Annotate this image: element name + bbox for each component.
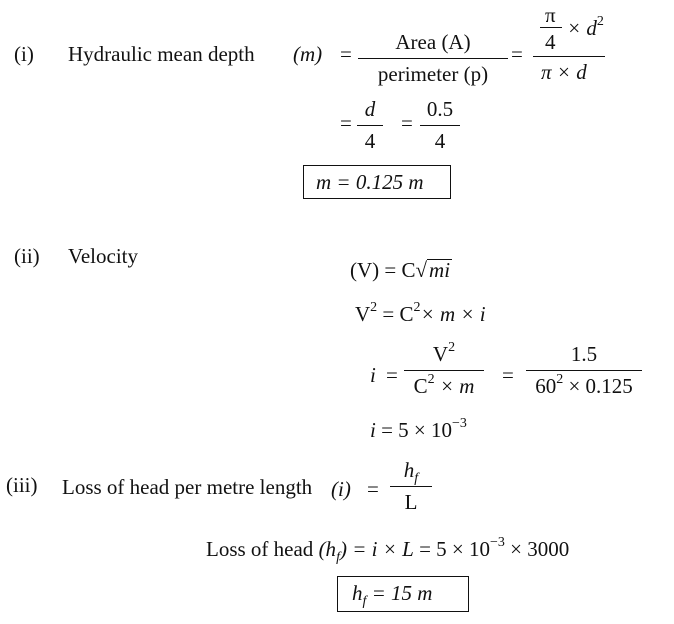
- den-pi-times-d: π × d: [541, 60, 587, 84]
- fraction-0-5-over-4: [420, 97, 460, 154]
- loss-of-head-line: [206, 535, 570, 565]
- equals-i3: =: [386, 363, 398, 387]
- v2-eq-c: = C: [382, 302, 414, 326]
- pi-symbol: π: [545, 3, 556, 27]
- result-hf: $h_f = 15$ m: [352, 581, 433, 609]
- sqrt-mi: mi: [429, 258, 451, 282]
- four-under-pi: 4: [545, 30, 556, 54]
- title-hydraulic-mean-depth: Hydraulic mean depth: [68, 42, 255, 66]
- v2-sup: 2: [370, 300, 378, 315]
- den-60sq-0-125: $60^2 \times 0.125$: [535, 372, 633, 398]
- num-1-5: 1.5: [570, 342, 598, 366]
- v2-eq: [355, 300, 486, 326]
- i-var-3: i: [370, 363, 376, 387]
- equals-1: =: [340, 42, 352, 66]
- i-result: [370, 416, 467, 442]
- num-hf: $h_f$: [403, 458, 419, 486]
- frac-num-area: Area (A): [395, 30, 471, 54]
- times-d-squared: [567, 14, 604, 40]
- eq-5e-3: = 5 × 10: [419, 537, 490, 561]
- times-3000: × 3000: [510, 537, 570, 561]
- v2-rest: × m × i: [420, 302, 486, 326]
- d-sq-sup: 2: [596, 14, 604, 29]
- label-i: (i): [14, 42, 34, 66]
- eq-i-times-L: = i × L: [352, 537, 414, 561]
- fraction-v2-c2m: [404, 342, 484, 399]
- equals-2: =: [511, 42, 523, 66]
- d-sq-text: × d: [567, 16, 597, 40]
- title-loss-of-head-per-metre: Loss of head per metre length: [62, 475, 313, 499]
- num-v2: $V^2$: [432, 340, 456, 366]
- exp-minus3-b: −3: [490, 535, 505, 550]
- fraction-hf-over-L: [390, 458, 432, 515]
- v-left: (V): [350, 258, 380, 282]
- den-L: L: [404, 490, 418, 514]
- c2-sup: 2: [413, 300, 421, 315]
- equals-iii: =: [367, 477, 379, 501]
- title-velocity: Velocity: [68, 244, 138, 268]
- sqrt-sign: √: [415, 258, 428, 282]
- frac-den-4b: 4: [434, 129, 446, 153]
- equals-i3b: =: [502, 363, 514, 387]
- fraction-area-perimeter: [358, 30, 508, 87]
- exp-minus3: −3: [452, 416, 467, 431]
- loss-hf-var: $(h_f)$: [318, 537, 347, 565]
- result-m: m = 0.125 m: [316, 170, 424, 194]
- v2-v: V: [355, 302, 371, 326]
- frac-den-4: 4: [364, 129, 376, 153]
- label-iii: (iii): [6, 473, 38, 497]
- loss-of-head-text: Loss of head: [206, 537, 314, 561]
- fraction-d-over-4: [357, 97, 383, 154]
- frac-den-perimeter: perimeter (p): [377, 62, 489, 86]
- label-ii: (ii): [14, 244, 40, 268]
- v-eq-c-sqrt-mi: [350, 259, 452, 281]
- frac-num-0-5: 0.5: [426, 97, 454, 121]
- equals-4: =: [401, 111, 413, 135]
- var-m: (m): [293, 42, 323, 66]
- var-i: (i): [331, 477, 351, 501]
- den-c2m: $C^2 \times m$: [413, 372, 475, 398]
- v-eq-c: = C: [384, 258, 416, 282]
- i-var-4: i: [370, 418, 376, 442]
- fraction-1-5-over-60sq: [526, 342, 642, 399]
- equals-3: =: [340, 111, 352, 135]
- frac-num-d: d: [364, 97, 376, 121]
- i-eq-5e-3: = 5 × 10: [381, 418, 453, 442]
